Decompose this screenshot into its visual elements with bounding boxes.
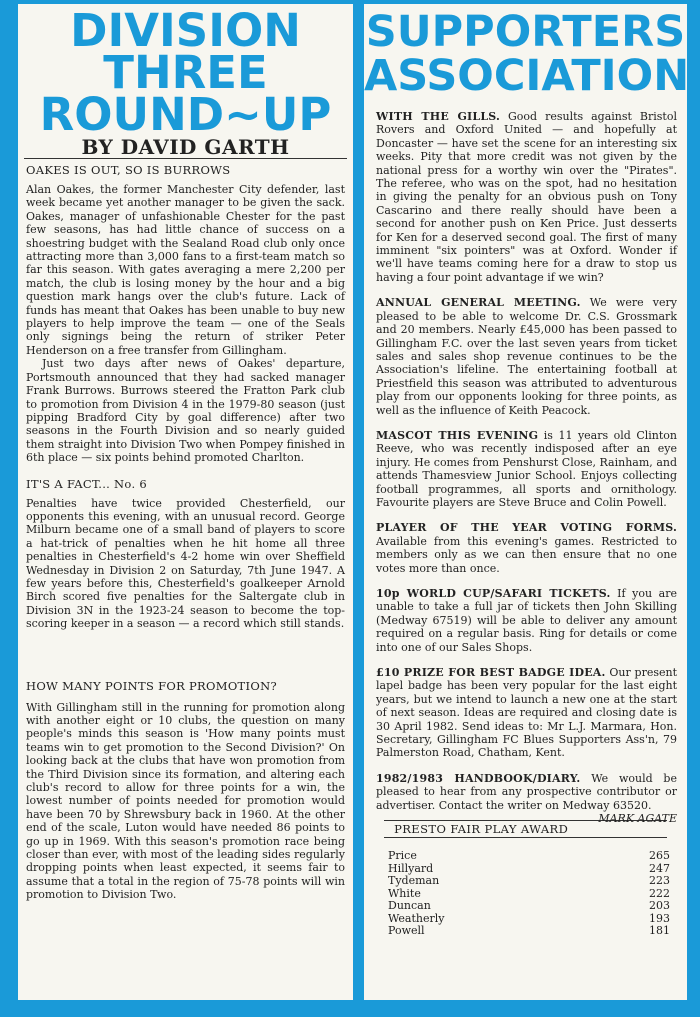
title-line-2: ASSOCIATION (364, 51, 690, 101)
item-agm: ANNUAL GENERAL MEETING. We were very pleased to be able to welcome Dr. C.S. Grossmark and 20 members. Nearly £45,000 has been passed to Gillingham F.C. over the last seven years from ticket sales and sales shop revenue continues to be the Association's lifeline. The entertaining football at Priestfield this season was attributed to adventurous play from our opponents looking for three points, as well as the influence of Keith Peacock. (376, 296, 677, 417)
table-row: Price 265 (388, 849, 670, 863)
item-mascot: MASCOT THIS EVENING is 11 years old Clinton Reeve, who was recently indisposed after an eye injury. He comes from Penshurst Close, Rainham, and attends Thamesview Junior School. Enjoys collecting football programmes, all sports and ornithology. Favourite players are Steve Bruce and Colin Powell. (376, 428, 677, 509)
award-table (388, 850, 670, 938)
table-row: White 222 (388, 886, 670, 900)
section-heading-promotion: HOW MANY POINTS FOR PROMOTION? (26, 678, 277, 693)
oakes-paragraph-2: Just two days after news of Oakes' departure, Portsmouth announced that they had sacked manager Frank Burrows. Burrows steered the Fratton Park club to promotion from Division 4 in the 1979-80 season (just pipping Bradford City by goal difference) after two seasons in the Fourth Division and so nearly guided them straight into Division Two when Pompey finished in 6th place — six points behind promoted Charlton. (26, 357, 345, 465)
bottom-border (0, 1005, 700, 1017)
title-line-1: DIVISION (70, 4, 301, 57)
section-heading-fact: IT'S A FACT... No. 6 (26, 476, 147, 491)
title-line-2: THREE (103, 46, 268, 99)
title-line-1: SUPPORTERS (365, 7, 686, 57)
signature: MARK AGATE (598, 812, 677, 826)
item-player-of-year: PLAYER OF THE YEAR VOTING FORMS. Available from this evening's games. Restricted to members only as we can then ensure that no one votes more than once. (376, 521, 677, 575)
item-handbook: 1982/1983 HANDBOOK/DIARY. We would be pleased to hear from any prospective contributor or advertiser. Contact the writer on Medway 63520. MARK AGATE (376, 771, 677, 826)
division-three-roundup-column (18, 4, 353, 1000)
award-title: PRESTO FAIR PLAY AWARD (394, 822, 569, 837)
supporters-association-column (364, 4, 690, 1000)
byline: BY DAVID GARTH (81, 135, 290, 159)
item-with-the-gills: WITH THE GILLS. Good results against Bristol Rovers and Oxford United — and hopefully at Doncaster — have set the scene for an interesting six weeks. Pity that more credit was not given by the national press for a worthy win over the "Pirates". The referee, who was on the spot, had no hesitation in giving the penalty for an obvious push on Tony Cascarino and there really should have been a second for another push on Ken Price. Just desserts for Ken for a deserved second goal. The first of many imminent "six pointers" was at Oxford. Wonder if we'll have teams coming here for a draw to stop us having a four point advantage if we win? (376, 110, 677, 284)
item-world-cup-tickets: 10p WORLD CUP/SAFARI TICKETS. If you are unable to take a full jar of tickets then John Skilling (Medway 67519) will be able to deliver any amount required on a regular basis. Ring for details or come into one of our Sales Shops. (376, 587, 677, 654)
promotion-paragraph: With Gillingham still in the running for promotion along with another eight or 10 clubs, the question on many people's minds this season is 'How many points must teams win to get promotion to the Second Division?' On looking back at the clubs that have won promotion from the Third Division since its formation, and altering each club's record to allow for three points for a win, the lowest number of points needed for promotion would have been 70 by Shrewsbury back in 1960. At the other end of the scale, Luton would have needed 86 points to go up in 1969. With this season's promotion race being closer than ever, with most of the leading sides regularly dropping points when least expected, it seems fair to assume that a total in the region of 75-78 points will win promotion to Division Two. (26, 700, 345, 902)
table-row: Powell 181 (388, 924, 670, 938)
table-row: Tydeman 223 (388, 874, 670, 888)
fact-paragraph: Penalties have twice provided Chesterfield, our opponents this evening, with an unusual record. George Milburn became one of a small band of players to score a hat-trick of penalties when he hit home all three penalties in Chesterfield's 4-2 home win over Sheffield Wednesday in Division 2 on Saturday, 7th June 1947. A few years before this, Chesterfield's goalkeeper Arnold Birch scored five penalties for the Saltergate club in Division 3N in the 1923-24 season to become the top-scoring keeper in a season — a record which still stands. (26, 496, 345, 631)
table-row: Duncan 203 (388, 899, 670, 913)
section-heading-oakes: OAKES IS OUT, SO IS BURROWS (26, 163, 231, 177)
oakes-paragraph-1: Alan Oakes, the former Manchester City defender, last week became yet another manager to be given the sack. Oakes, manager of unfashionable Chester for the past few seasons, has had little chance of success on a shoestring budget with the Sealand Road club only once attracting more than 3,000 fans to a first-team match so far this season. With gates averaging a mere 2,200 per match, the club is losing money by the hour and a big question mark hangs over the club's future. Lack of funds has meant that Oakes has been unable to buy new players to help improve the team — one of the Seals only signings being the return of striker Peter Henderson on a free transfer from Gillingham. (26, 183, 345, 357)
title-line-3: ROUND~UP (39, 88, 332, 141)
table-row: Hillyard 247 (388, 861, 670, 875)
item-badge-idea: £10 PRIZE FOR BEST BADGE IDEA. Our present lapel badge has been very popular for the last eight years, but we intend to launch a new one at the start of next season. Ideas are required and closing date is 30 April 1982. Send ideas to: Mr L.J. Marmara, Hon. Secretary, Gillingham FC Blues Supporters Ass'n, 79 Palmerston Road, Chatham, Kent. (376, 666, 678, 760)
table-row: Weatherly 193 (388, 911, 670, 925)
